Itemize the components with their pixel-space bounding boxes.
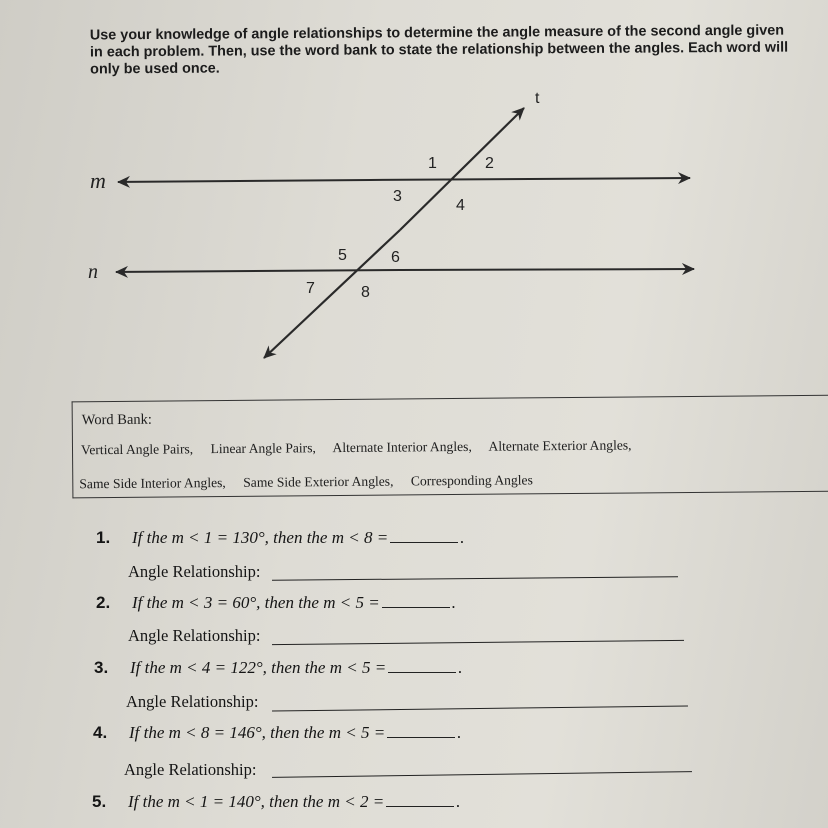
word-bank-term: Corresponding Angles bbox=[410, 472, 533, 489]
line-n-right bbox=[400, 269, 694, 270]
word-bank-title: Word Bank: bbox=[81, 411, 152, 429]
question-number: 3. bbox=[94, 658, 109, 677]
word-bank-term: Linear Angle Pairs, bbox=[210, 440, 316, 457]
question-number: 5. bbox=[92, 792, 107, 811]
angle-label-3: 3 bbox=[393, 188, 402, 205]
answer-blank[interactable] bbox=[390, 541, 458, 543]
angle-label-5: 5 bbox=[338, 247, 347, 264]
question-end: . bbox=[451, 593, 456, 612]
question-ask: then the m < 8 = bbox=[273, 528, 389, 547]
relationship-answer-line[interactable] bbox=[272, 771, 692, 778]
word-bank-term: Vertical Angle Pairs, bbox=[80, 441, 194, 458]
relationship-answer-line[interactable] bbox=[272, 705, 688, 711]
answer-blank[interactable] bbox=[386, 805, 454, 807]
word-bank-term: Alternate Exterior Angles, bbox=[488, 437, 632, 454]
relationship-answer-line[interactable] bbox=[272, 640, 684, 645]
answer-blank[interactable] bbox=[382, 606, 450, 608]
line-m-right bbox=[370, 178, 690, 180]
question-ask: then the m < 5 = bbox=[270, 723, 386, 742]
question-end: . bbox=[460, 528, 465, 547]
question-given: If the m < 3 = 60°, bbox=[132, 593, 261, 612]
word-bank-term: Alternate Interior Angles, bbox=[332, 438, 472, 456]
question-ask: then the m < 5 = bbox=[264, 593, 380, 612]
question-ask: then the m < 2 = bbox=[269, 792, 385, 811]
question-given: If the m < 1 = 140°, bbox=[128, 792, 265, 811]
question-ask: then the m < 5 = bbox=[271, 658, 387, 677]
angle-label-4: 4 bbox=[456, 197, 465, 214]
question-given: If the m < 8 = 146°, bbox=[129, 723, 266, 742]
relationship-label: Angle Relationship: bbox=[128, 562, 261, 581]
question-end: . bbox=[458, 658, 463, 677]
line-m bbox=[118, 180, 370, 182]
question-end: . bbox=[456, 792, 461, 811]
question-end: . bbox=[457, 723, 462, 742]
question-number: 4. bbox=[93, 723, 108, 742]
angle-label-7: 7 bbox=[306, 280, 315, 297]
question-2 bbox=[96, 593, 456, 613]
question-number: 2. bbox=[96, 593, 111, 612]
word-bank-term: Same Side Exterior Angles, bbox=[243, 473, 394, 490]
label-t: t bbox=[535, 90, 540, 107]
angle-label-6: 6 bbox=[391, 249, 400, 266]
angle-label-8: 8 bbox=[361, 284, 370, 301]
question-given: If the m < 1 = 130°, bbox=[132, 528, 269, 547]
question-given: If the m < 4 = 122°, bbox=[130, 658, 267, 677]
answer-blank[interactable] bbox=[388, 671, 456, 673]
word-bank-box bbox=[72, 395, 828, 499]
word-bank-row-1 bbox=[81, 437, 646, 458]
angle-label-2: 2 bbox=[485, 155, 494, 172]
instructions-text: Use your knowledge of angle relationships to determine the angle measure of the second angle given in each problem. Then, use the word bank to state the relationship between the angles. Each word will only be used once. bbox=[89, 22, 789, 78]
question-number: 1. bbox=[96, 528, 111, 547]
relationship-label: Angle Relationship: bbox=[124, 760, 257, 779]
question-3 bbox=[94, 658, 462, 678]
relationship-answer-line[interactable] bbox=[272, 576, 678, 581]
word-bank-row-2 bbox=[79, 472, 547, 492]
question-1 bbox=[96, 528, 464, 548]
answer-blank[interactable] bbox=[387, 736, 455, 738]
question-5 bbox=[92, 792, 460, 812]
label-n: n bbox=[88, 261, 98, 283]
label-m: m bbox=[90, 168, 106, 193]
transversal-t-lower bbox=[264, 230, 400, 358]
angle-label-1: 1 bbox=[428, 155, 437, 172]
question-4 bbox=[93, 723, 461, 743]
word-bank-term: Same Side Interior Angles, bbox=[79, 475, 226, 492]
relationship-label: Angle Relationship: bbox=[128, 626, 261, 645]
relationship-label: Angle Relationship: bbox=[126, 692, 259, 711]
parallel-lines-diagram bbox=[0, 80, 828, 380]
